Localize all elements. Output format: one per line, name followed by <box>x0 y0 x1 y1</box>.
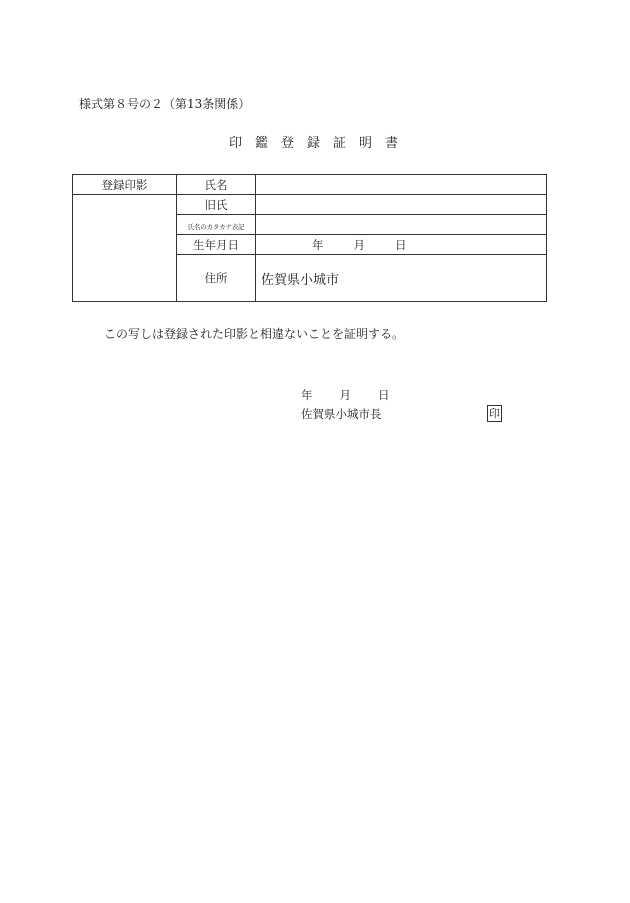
document-title: 印鑑登録証明書 <box>229 136 412 151</box>
table-row <box>73 195 547 215</box>
official-seal-mark: 印 <box>489 407 500 420</box>
name-value <box>256 175 547 195</box>
form-number: 様式第８号の２（第13条関係） <box>79 97 251 111</box>
cert-month-unit: 月 <box>339 388 351 402</box>
kana-name-value <box>256 215 547 235</box>
address-value-cell <box>256 255 547 302</box>
cert-year-unit: 年 <box>301 388 313 402</box>
address-value: 佐賀県小城市 <box>261 272 340 288</box>
birth-day-unit: 日 <box>395 237 407 252</box>
birthdate-label: 生年月日 <box>177 235 256 255</box>
seal-impression-cell <box>73 195 177 302</box>
former-name-value <box>256 195 547 215</box>
kana-name-label: 氏名のカタカナ表記 <box>187 222 245 231</box>
birthdate-value <box>256 235 547 255</box>
registration-table <box>72 174 547 302</box>
seal-impression-header: 登録印影 <box>73 175 177 195</box>
table-row <box>73 175 547 195</box>
issuer-name: 佐賀県小城市長 <box>301 407 382 421</box>
name-label: 氏名 <box>177 175 256 195</box>
birth-year-unit: 年 <box>312 237 324 252</box>
certification-date <box>301 387 390 403</box>
kana-name-label-cell <box>177 215 256 235</box>
former-name-label: 旧氏 <box>177 195 256 215</box>
birth-month-unit: 月 <box>353 237 365 252</box>
cert-day-unit: 日 <box>378 388 390 402</box>
certification-statement: この写しは登録された印影と相違ないことを証明する。 <box>104 327 405 341</box>
address-label: 住所 <box>177 255 256 302</box>
